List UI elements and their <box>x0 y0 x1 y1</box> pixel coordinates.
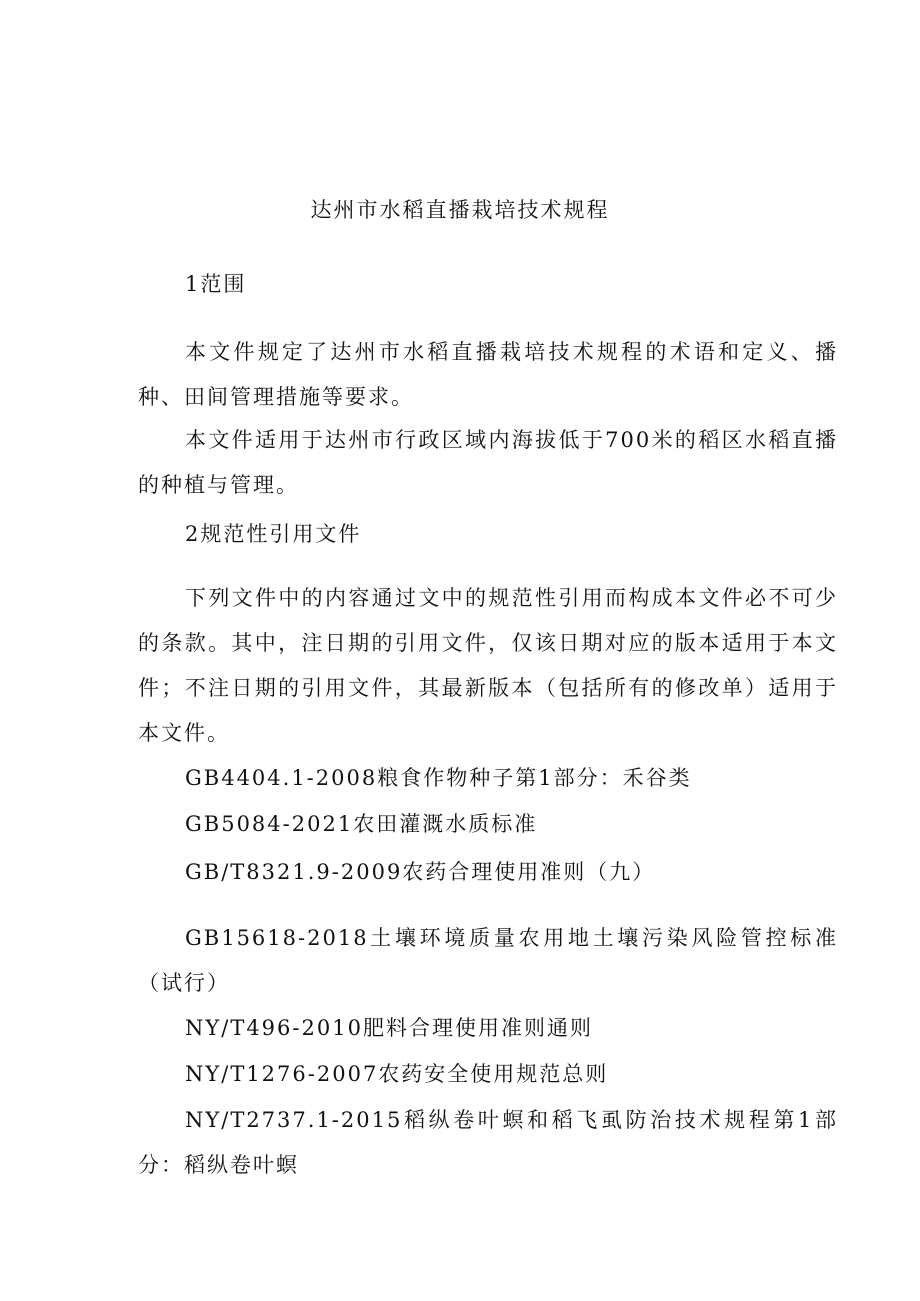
paragraph-normative-references-intro: 下列文件中的内容通过文中的规范性引用而构成本文件必不可少的条款。其中，注日期的引用文件，仅该日期对应的版本适用于本文件；不注日期的引用文件，其最新版本（包括所有的修改单）适用于本文件。 <box>138 586 838 745</box>
section-heading-scope: 1范围 <box>185 272 247 296</box>
reference-item: GB5084-2021农田灌溉水质标准 <box>185 812 538 836</box>
reference-item: GB/T8321.9-2009农药合理使用准则（九） <box>185 860 656 884</box>
paragraph-scope-applicability: 本文件适用于达州市行政区域内海拔低于700米的稻区水稻直播的种植与管理。 <box>138 428 838 497</box>
document-title: 达州市水稻直播栽培技术规程 <box>310 198 610 222</box>
reference-item: GB15618-2018土壤环境质量农用地土壤污染风险管控标准（试行） <box>138 926 838 995</box>
section-heading-normative-references: 2规范性引用文件 <box>185 522 362 546</box>
reference-item: NY/T496-2010肥料合理使用准则通则 <box>185 1016 593 1040</box>
reference-item: GB4404.1-2008粮食作物种子第1部分：禾谷类 <box>185 766 692 790</box>
reference-item: NY/T1276-2007农药安全使用规范总则 <box>185 1062 609 1086</box>
reference-item: NY/T2737.1-2015稻纵卷叶螟和稻飞虱防治技术规程第1部分：稻纵卷叶螟 <box>138 1108 838 1177</box>
paragraph-scope-definition: 本文件规定了达州市水稻直播栽培技术规程的术语和定义、播种、田间管理措施等要求。 <box>138 340 838 409</box>
